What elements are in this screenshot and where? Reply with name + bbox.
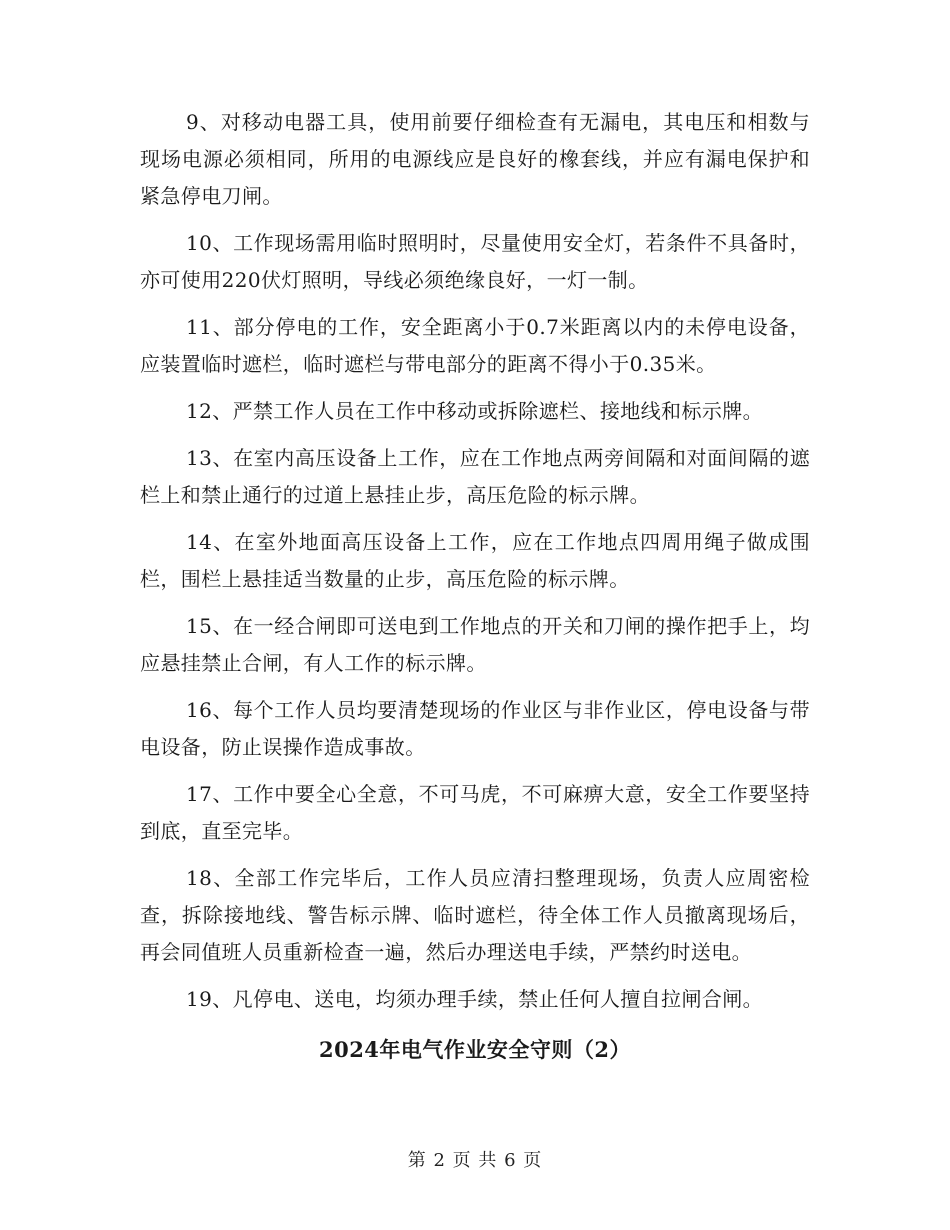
paragraph-item-11: 11、部分停电的工作，安全距离小于0.7米距离以内的未停电设备，应装置临时遮栏，临时遮栏与带电部分的距离不得小于0.35米。 (140, 315, 810, 376)
paragraph-item-9: 9、对移动电器工具，使用前要仔细检查有无漏电，其电压和相数与现场电源必须相同，所用的电源线应是良好的橡套线，并应有漏电保护和紧急停电刀闸。 (140, 110, 810, 208)
paragraph-item-13: 13、在室内高压设备上工作，应在工作地点两旁间隔和对面间隔的遮栏上和禁止通行的过道上悬挂止步，高压危险的标示牌。 (140, 446, 810, 507)
paragraph-item-16: 16、每个工作人员均要清楚现场的作业区与非作业区，停电设备与带电设备，防止误操作造成事故。 (140, 698, 810, 759)
paragraph-item-19: 19、凡停电、送电，均须办理手续，禁止任何人擅自拉闸合闸。 (186, 987, 764, 1011)
paragraph-item-17: 17、工作中要全心全意，不可马虎，不可麻痹大意，安全工作要坚持到底，直至完毕。 (140, 782, 810, 843)
document-body (140, 104, 810, 1070)
section-heading: 2024年电气作业安全守则（2） (318, 1037, 632, 1062)
paragraph-item-12: 12、严禁工作人员在工作中移动或拆除遮栏、接地线和标示牌。 (186, 399, 764, 423)
page-number-footer: 第 2 页 共 6 页 (407, 1150, 543, 1171)
paragraph-item-18: 18、全部工作完毕后，工作人员应清扫整理现场，负责人应周密检查，拆除接地线、警告标示牌、临时遮栏，待全体工作人员撤离现场后，再会同值班人员重新检查一遍，然后办理送电手续，严禁约时送电。 (140, 866, 810, 964)
paragraph-item-10: 10、工作现场需用临时照明时，尽量使用安全灯，若条件不具备时，亦可使用220伏灯照明，导线必须绝缘良好，一灯一制。 (140, 231, 810, 292)
paragraph-item-15: 15、在一经合闸即可送电到工作地点的开关和刀闸的操作把手上，均应悬挂禁止合闸，有人工作的标示牌。 (140, 614, 810, 675)
paragraph-item-14: 14、在室外地面高压设备上工作，应在工作地点四周用绳子做成围栏，围栏上悬挂适当数量的止步，高压危险的标示牌。 (140, 530, 810, 591)
